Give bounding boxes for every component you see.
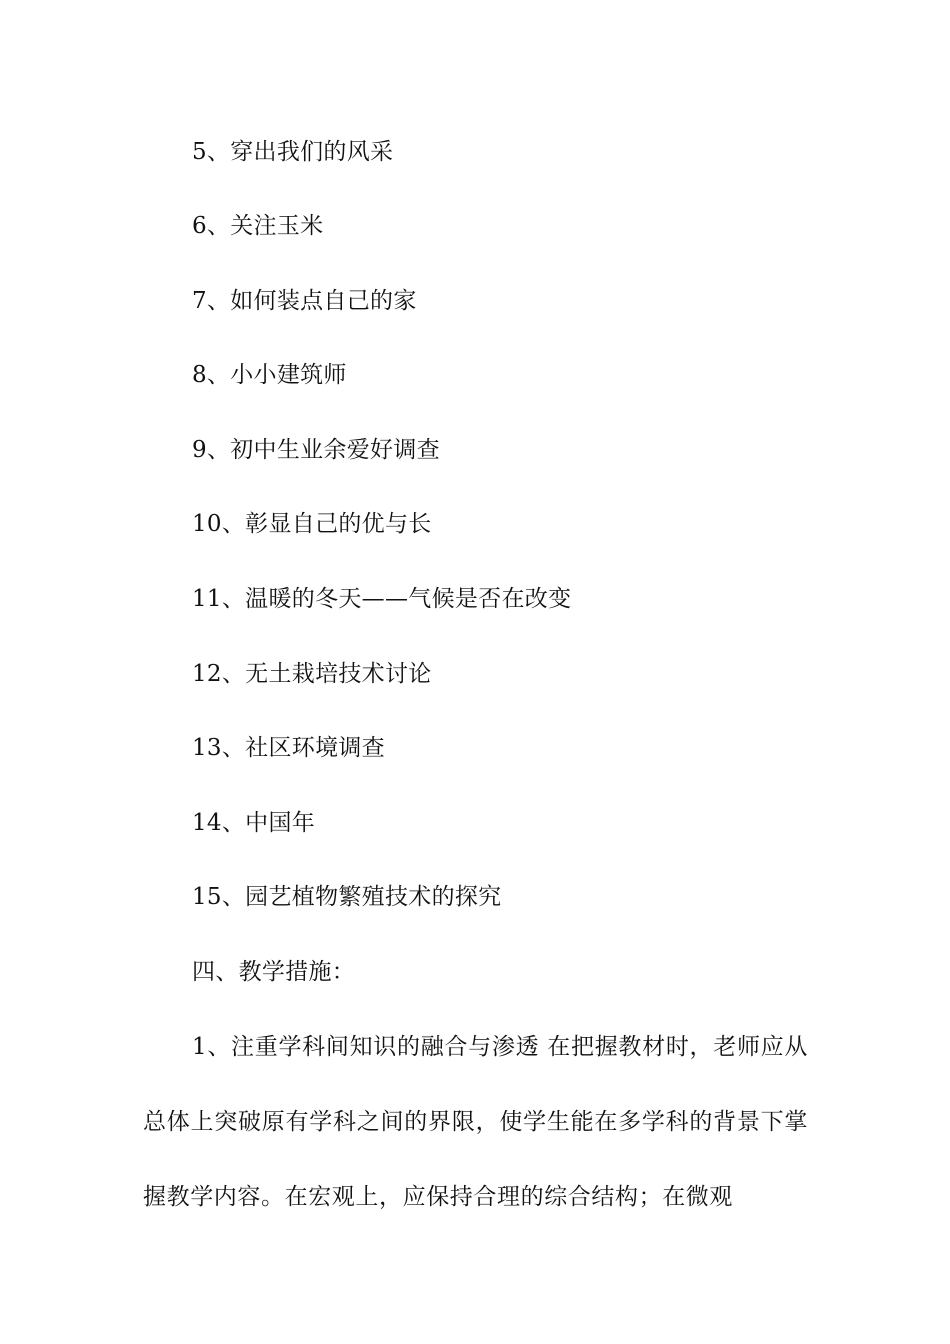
list-item: 6、关注玉米 (192, 213, 324, 239)
list-item: 13、社区环境调查 (192, 735, 385, 761)
list-item: 9、初中生业余爱好调查 (192, 437, 440, 463)
body-paragraph: 1、注重学科间知识的融合与渗透 在把握教材时，老师应从总体上突破原有学科之间的界限，使学生能在多学科的背景下掌握教学内容。在宏观上，应保持合理的综合结构；在微观 (143, 1034, 808, 1210)
list-item: 5、穿出我们的风采 (192, 139, 394, 165)
list-item: 12、无土栽培技术讨论 (192, 661, 432, 687)
list-item: 14、中国年 (192, 810, 316, 836)
list-item: 15、园艺植物繁殖技术的探究 (192, 884, 502, 910)
list-item: 10、彰显自己的优与长 (192, 511, 432, 537)
section-heading: 四、教学措施： (192, 959, 356, 985)
list-item: 7、如何装点自己的家 (192, 288, 417, 314)
list-item: 8、小小建筑师 (192, 362, 347, 388)
list-item: 11、温暖的冬天——气候是否在改变 (192, 586, 572, 612)
